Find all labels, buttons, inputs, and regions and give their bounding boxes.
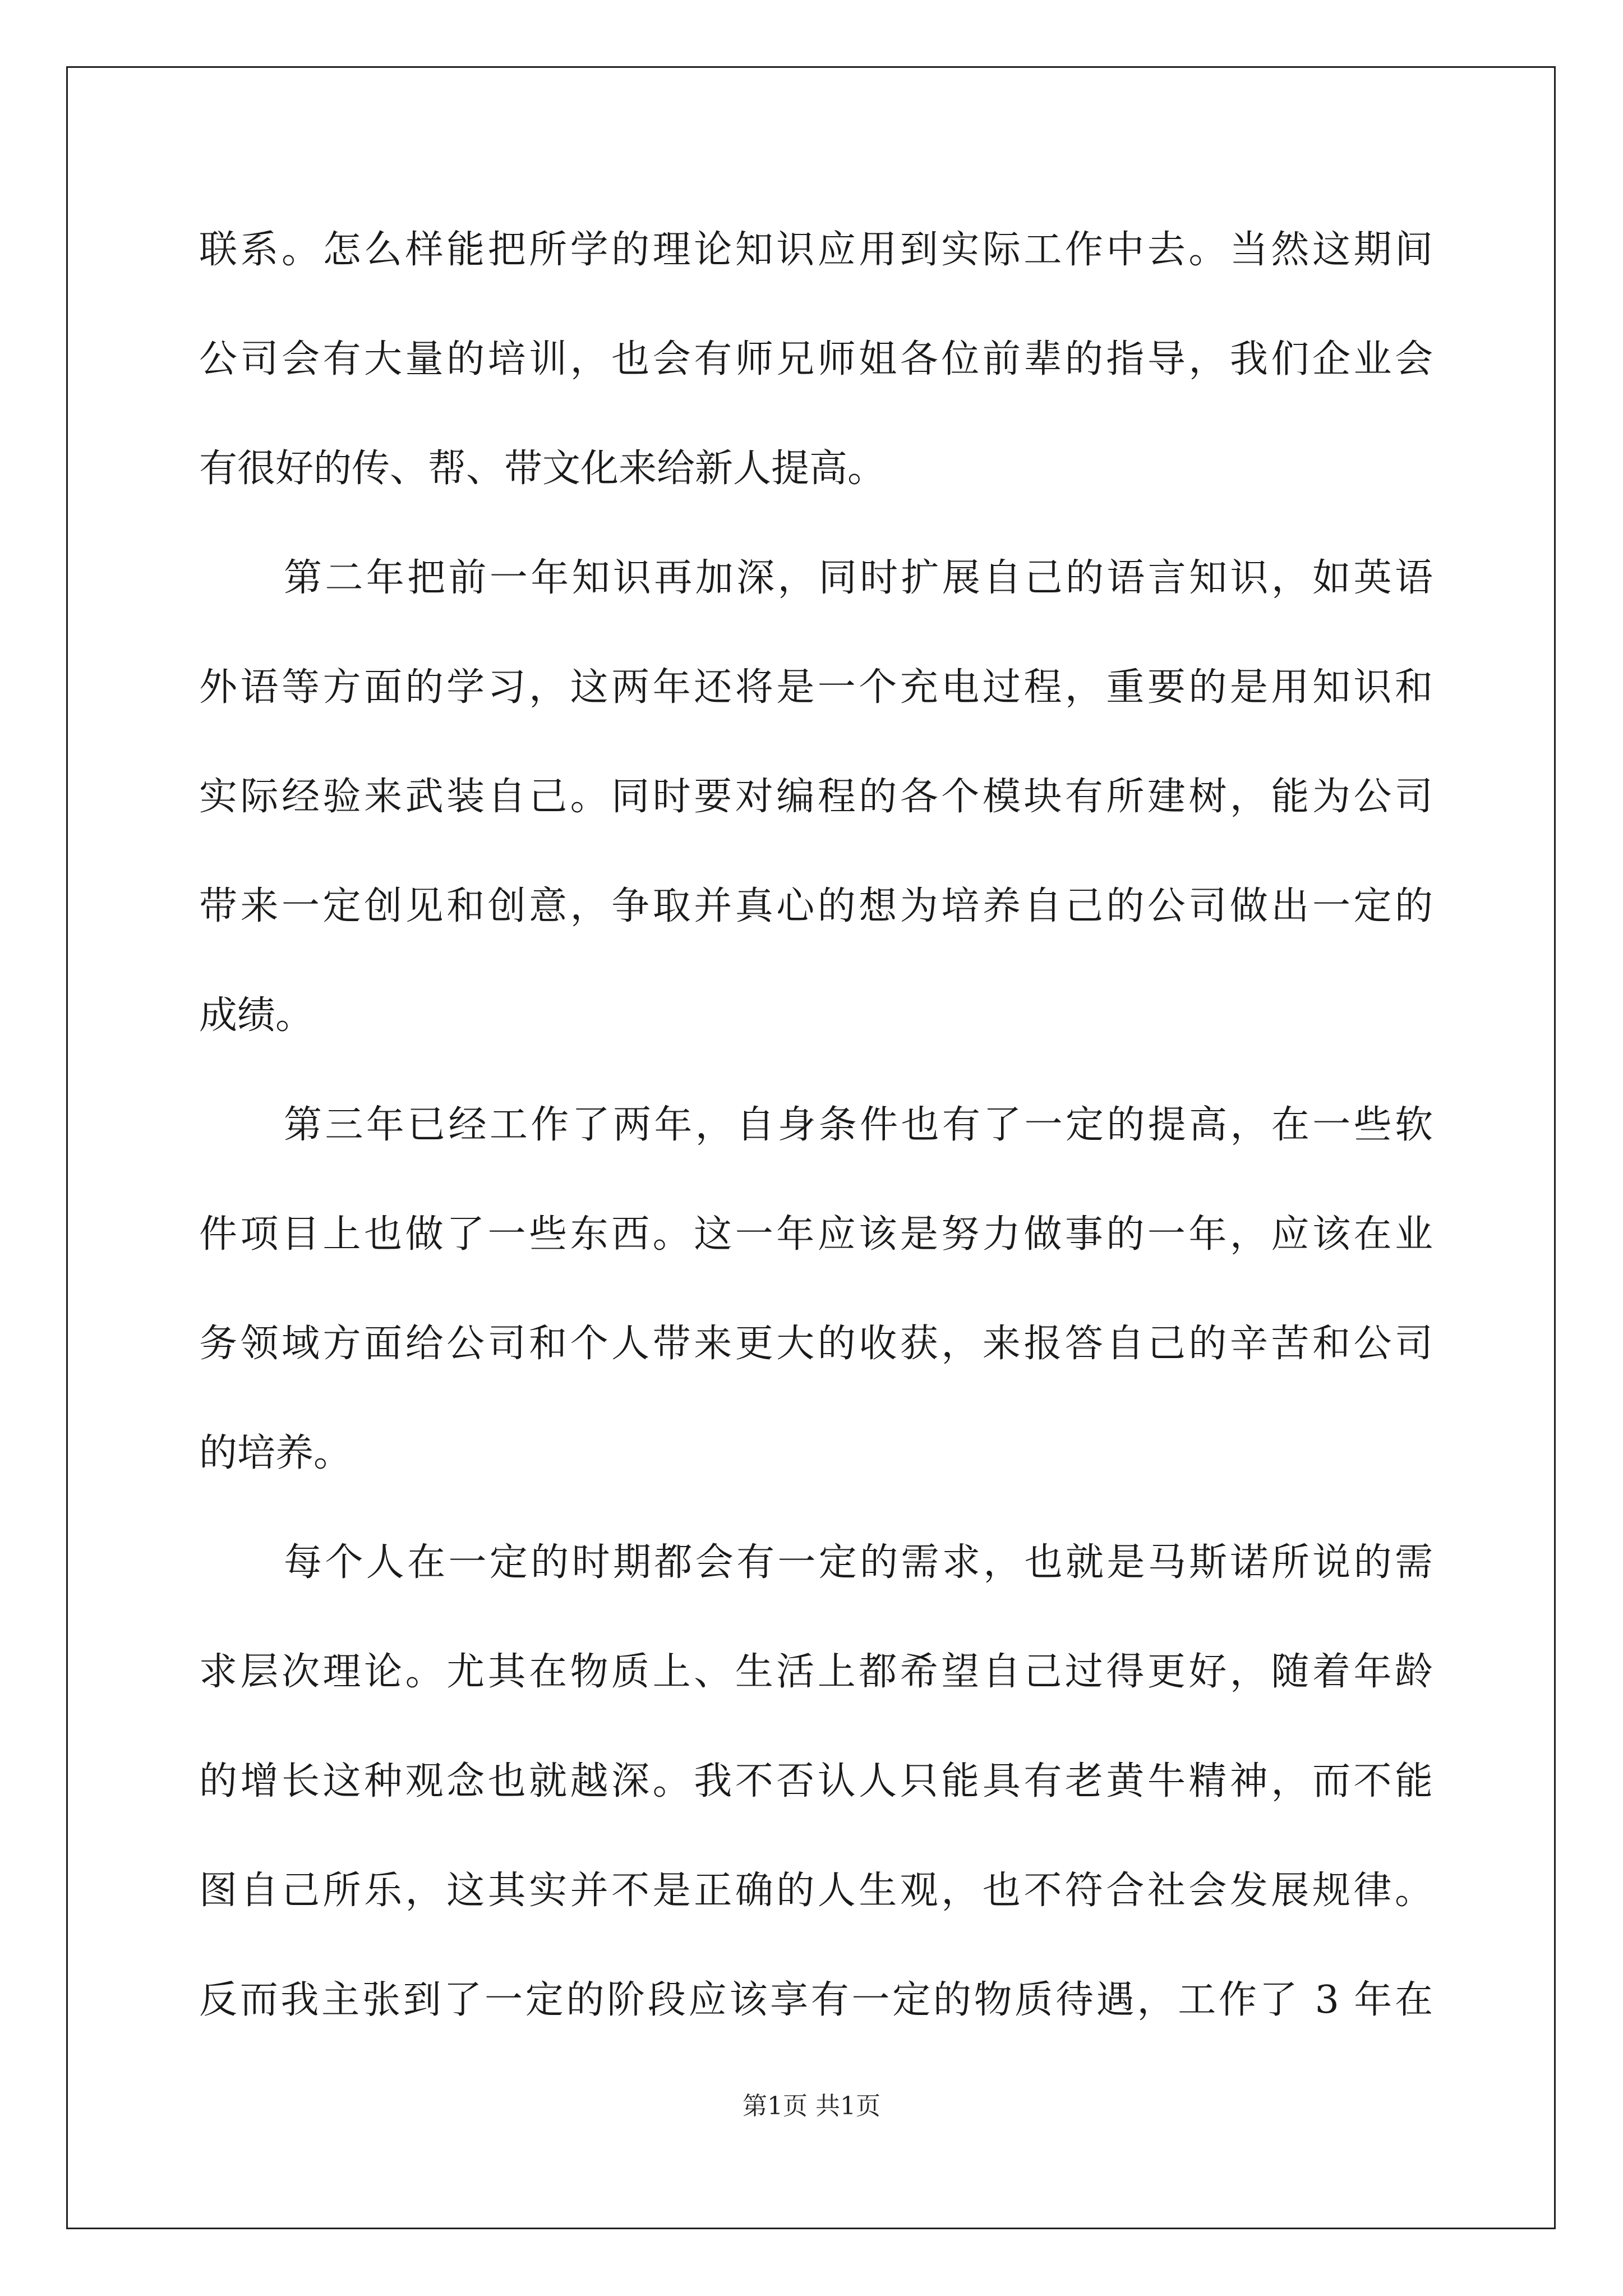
text-line: 实际经验来武装自己。同时要对编程的各个模块有所建树，能为公司 [199,775,1433,819]
text-line: 有很好的传、帮、带文化来给新人提高。 [199,447,886,491]
text-line: 联系。怎么样能把所学的理论知识应用到实际工作中去。当然这期间 [199,228,1433,272]
paragraph-first-line: 第三年已经工作了两年，自身条件也有了一定的提高，在一些软 [284,1103,1433,1147]
paragraph-first-line: 第二年把前一年知识再加深，同时扩展自己的语言知识，如英语 [284,556,1433,600]
text-line: 外语等方面的学习，这两年还将是一个充电过程，重要的是用知识和 [199,665,1433,710]
text-line: 反而我主张到了一定的阶段应该享有一定的物质待遇，工作了 3 年在 [199,1978,1433,2022]
text-line: 求层次理论。尤其在物质上、生活上都希望自己过得更好，随着年龄 [199,1650,1433,1694]
text-line: 图自己所乐，这其实并不是正确的人生观，也不符合社会发展规律。 [199,1869,1433,1913]
page-footer: 第1页 共1页 [743,2092,880,2120]
text-line: 成绩。 [199,993,314,1038]
text-line: 的增长这种观念也就越深。我不否认人只能具有老黄牛精神，而不能 [199,1759,1433,1803]
text-line: 务领域方面给公司和个人带来更大的收获，来报答自己的辛苦和公司 [199,1322,1433,1366]
text-line: 公司会有大量的培训，也会有师兄师姐各位前辈的指导，我们企业会 [199,337,1433,381]
text-line: 的培养。 [199,1431,352,1475]
text-line: 带来一定创见和创意，争取并真心的想为培养自己的公司做出一定的 [199,884,1433,928]
text-line: 件项目上也做了一些东西。这一年应该是努力做事的一年，应该在业 [199,1212,1433,1257]
paragraph-first-line: 每个人在一定的时期都会有一定的需求，也就是马斯诺所说的需 [284,1540,1433,1585]
